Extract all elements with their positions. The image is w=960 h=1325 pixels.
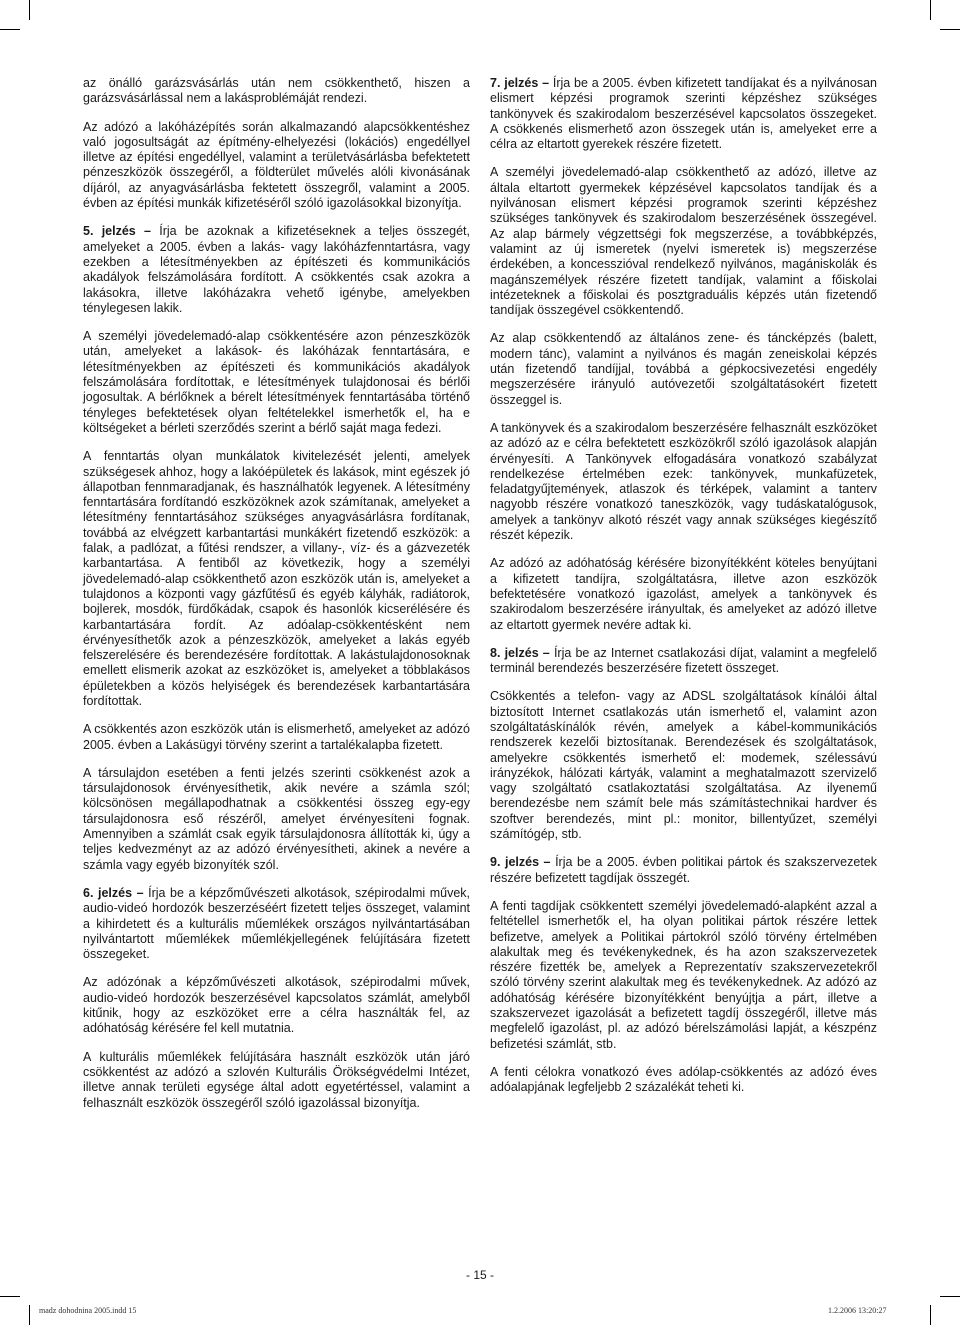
paragraph: Az adózó az adóhatóság kérésére bizonyítékként köteles benyújtani a kifizetett tandíjra, szolgáltatásra, illetve azon eszközök befektetésére vonatkozó igazolást, amelyek a tankönyvek és szakirodalom beszerzésére irányultak, és amelyeket az adózó illetve az eltartott gyermek nevére adtak ki. bbox=[490, 556, 877, 632]
section-text: Írja be a 2005. évben politikai pártok és szakszervezetek részére befizetett tagdíjak összegét. bbox=[490, 855, 877, 885]
crop-mark-top-right-v bbox=[930, 0, 931, 20]
paragraph: az önálló garázsvásárlás után nem csökkenthető, hiszen a garázsvásárlással nem a lakásproblémáját rendezi. bbox=[83, 76, 470, 106]
paragraph: Az adózó a lakóházépítés során alkalmazandó alapcsökkentéshez való jogosultságát az építmény-elhelyezési (lokációs) engedéllyel illetve az építési engedéllyel, valamint a területvásárlásba befektetett pénzeszközök összegéről, a földterület művelés alóli kivonásának díjáról, az anyagvásárlásba fektetett összegről, valamint a 2005. évben az építési munkák kifizetéséről szóló igazolásokkal bizonyítja. bbox=[83, 119, 470, 211]
paragraph: A fenti célokra vonatkozó éves adólap-csökkentés az adózó éves adóalapjának legfeljebb 2 százalékát teheti ki. bbox=[490, 1064, 877, 1095]
crop-mark-top-left-h bbox=[0, 29, 20, 30]
section-heading: 7. jelzés – bbox=[490, 76, 553, 90]
section-text: Írja be a 2005. évben kifizetett tandíjakat és a nyilvánosan elismert képzési programok szerinti képzéshez szükséges tankönyvek és szakirodalom beszerzésével kapcsolatos összegeket. A csökkenés elismerhető azon összegek után is, amelyeket erre a célra az eltartott gyerekek részére fizetett. bbox=[490, 76, 877, 152]
crop-mark-top-left-v bbox=[29, 0, 30, 20]
crop-mark-bottom-left-h bbox=[0, 1296, 20, 1297]
paragraph: A társulajdon esetében a fenti jelzés szerinti csökkenést azok a társulajdonosok érvényesíthetik, akik nevére a számla szól; kölcsönösen megállapodhatnak a csökkentési összeg egy-egy társulajdonosra eső részéről, amelyet érvényesíteni fognak. Amennyiben a számlát csak egyik társulajdonosra állították ki, úgy a teljes kedvezményt az az adózó érvényesítheti, akinek a nevére a számla vagy egyéb bizonyíték szól. bbox=[83, 765, 470, 872]
section-text: Írja be azoknak a kifizetéseknek a teljes összegét, amelyeket a 2005. évben a lakás- vagy lakóházfenntartásra, vagy ezekben a létesítményekben az építészeti és kommunikációs akadályok felszámolására fordított. A csökkentés csak azokra a lakásokra, illetve lakóházakra vehető igénybe, amelyekben ténylegesen lakik. bbox=[83, 224, 471, 315]
date-slug: 1.2.2006 13:20:27 bbox=[828, 1306, 887, 1315]
section-paragraph bbox=[490, 76, 877, 152]
section-paragraph bbox=[490, 646, 877, 677]
section-paragraph bbox=[83, 886, 470, 962]
crop-mark-bottom-left-v bbox=[29, 1305, 30, 1325]
left-text-column bbox=[83, 76, 470, 1111]
paragraph: A kulturális műemlékek felújítására használt eszközök után járó csökkentést az adózó a szlovén Kulturális Örökségvédelmi Intézet, illetve annak területi egysége által adott egyetértéssel, valamint a felhasznált eszközök összegéről szóló igazolással bizonyítja. bbox=[83, 1049, 470, 1110]
paragraph: Csökkentés a telefon- vagy az ADSL szolgáltatások kínálói által biztosított Internet csatlakozás után ismerhető el, valamint azon szolgáltatáskínálók révén, amelyek a kábel-kommunikációs rendszerek kezelői biztosítanak. Berendezések és szolgáltatások, amelyekre csökkentés ismerhető el: modemek, szélessávú irányzékok, hálózati kártyák, valamint a meghatalmazott szervizelő vagy szolgáltató csatlakoztatási szolgáltatása. Az ilyenemű berendezésbe nem számít bele más számítástechnikai hardver és szoftver berendezés, mint pl.: monitor, billentyűzet, személyi számítógép, stb. bbox=[490, 689, 877, 842]
section-heading: 8. jelzés – bbox=[490, 645, 554, 660]
section-text: Írja be a képzőművészeti alkotások, szépirodalmi művek, audio-videó hordozók beszerzéséért fizetett teljes összeget, valamint a kihirdetett és a kulturális műemlékek országos nyilvántartásában nyilvántartott műemlékek műemlékjellegének felújítására fizetett összegeket. bbox=[83, 885, 470, 962]
section-paragraph bbox=[490, 855, 877, 886]
file-slug: madz dohodnina 2005.indd 15 bbox=[39, 1306, 137, 1315]
paragraph: A csökkentés azon eszközök után is elismerhető, amelyeket az adózó 2005. évben a Lakásügyi törvény szerint a tartalékalapba fizetett. bbox=[83, 722, 470, 752]
crop-mark-bottom-right-h bbox=[940, 1296, 960, 1297]
paragraph: A személyi jövedelemadó-alap csökkentésére azon pénzeszközök után, amelyeket a lakások- és lakóházak fenntartására, e létesítményekben az építészeti és kommunikációs akadályok felszámolására fordítottak, e létesítmények tulajdonosai és bérlői jogosultak. A bérlőknek a bérelt létesítmények fenntartásába történő tényleges befektetések olyan feltételekkel ismerhetők el, ha e költségeket a bérleti szerződés szerint a bérlő saját maga fedezi. bbox=[83, 329, 470, 435]
section-text: Írja be az Internet csatlakozási díjat, valamint a megfelelő terminál berendezés beszerzésére fizetett összeget. bbox=[490, 645, 877, 676]
section-heading: 6. jelzés – bbox=[83, 885, 149, 900]
page-number: - 15 - bbox=[465, 1268, 494, 1282]
paragraph: A tankönyvek és a szakirodalom beszerzésére felhasznált eszközöket az adózó az e célra befektetett eszközökről szóló igazolások alapján érvényesíti. A Tankönyvek elfogadására vonatkozó szabályzat rendelkezése értelmében ezek: tankönyvek, munkafüzetek, feladatgyűjtemények, atlaszok és térképek, valamint a tanterv nagyobb részére vonatkozó taneszközök, vagy tudáskatalógusok, amelyek a tankönyv alkotó részét vagy annak szükséges kiegészítő részét képezik. bbox=[490, 420, 877, 543]
right-text-column bbox=[490, 76, 877, 1096]
paragraph: Az alap csökkentendő az általános zene- és táncképzés (balett, modern tánc), valamint a nyilvános és magán zeneiskolai képzés után fizetendő tandíjjal, továbbá a gépkocsivezetési engedély megszerzésére irányuló autóvezetői szolgáltatásokért fizetett összeggel is. bbox=[490, 331, 877, 407]
paragraph: Az adózónak a képzőművészeti alkotások, szépirodalmi művek, audio-videó hordozók beszerzésével kapcsolatos számlát, amelyből kitűnik, hogy az eszközöket erre a célra használták fel, az adóhatóság kérésére fel kell mutatnia. bbox=[83, 975, 470, 1036]
crop-mark-bottom-right-v bbox=[930, 1305, 931, 1325]
section-heading: 5. jelzés – bbox=[83, 224, 160, 239]
section-paragraph bbox=[83, 224, 470, 316]
section-heading: 9. jelzés – bbox=[490, 855, 556, 870]
crop-mark-top-right-h bbox=[940, 29, 960, 30]
paragraph: A fenntartás olyan munkálatok kivitelezését jelenti, amelyek szükségesek ahhoz, hogy a lakóépületek és lakások, mint egészek jó állapotban fennmaradjanak, és használhatók legyenek. A létesítmény fenntartására fordítandó eszközöknek azok számítanak, amelyeket a létesítmény fenntartásához szükséges anyagvásárlásra fordítanak, továbbá az elvégzett karbantartási munkákért fizetendő eszközök: a falak, a padlózat, a fűtési rendszer, a villany-, víz- és a gázvezeték karbantartása. A fentiből az következik, hogy a személyi jövedelemadó-alap csökkenthető azon eszközök után is, amelyeket a tulajdonos a központi vagy gázfűtésű és egyéb kályhák, radiátorok, bojlerek, mosdók, fürdőkádak, csapok és hasonlók kicserélésére és karbantartására fordít. Az adóalap-csökkentésként nem érvényesíthetők azok a pénzeszközök, amelyeket a lakás egyéb felszerelésére és berendezésére fordítottak. A lakástulajdonosoknak emellett elismerik azokat az eszközöket is, amelyeket a többlakásos épületekben a közös helyiségek és berendezések karbantartására fordítottak. bbox=[83, 449, 470, 708]
paragraph: A személyi jövedelemadó-alap csökkenthető az adózó, illetve az általa eltartott gyermekek képzésével kapcsolatos tandíjak és a nyilvánosan elismert képzési programok szerinti képzéshez szükséges tankönyvek és szakirodalom beszerzésének összegével. Az alap bármely végzettségi fok megszerzése, a továbbképzés, valamint az új ismeretek (nyelvi ismeretek is) megszerzése érdekében, a koncesszióval rendelkező nyilvános, magániskolák és magánszemélyek részére fizetett tandíjak, valamint a főiskolai intézeteknek a főiskolai és posztgraduális képzés után fizetendő tandíjak összegével csökkentendő. bbox=[490, 165, 877, 318]
paragraph: A fenti tagdíjak csökkentett személyi jövedelemadó-alapként azzal a feltétellel ismerhetők el, ha olyan politikai pártok részére lettek befizetve, amelyek a Politikai pártokról szóló törvény értelmében alakultak meg és tevékenykednek, és ha azon szakszervezetek részére fizették be, amelyek a Reprezentatív szakszervezetekről szóló törvény szerint alakultak meg és tevékenykednek. Az adózó az adóhatóság kérésére bizonyítékként benyújtja a párt, illetve a szakszervezet igazolását a befizetett tagdíj összegéről, illetve más megfelelő igazolást, pl. az adózó bérelszámolási lapját, a készpénz befizetési számlát, stb. bbox=[490, 898, 877, 1051]
